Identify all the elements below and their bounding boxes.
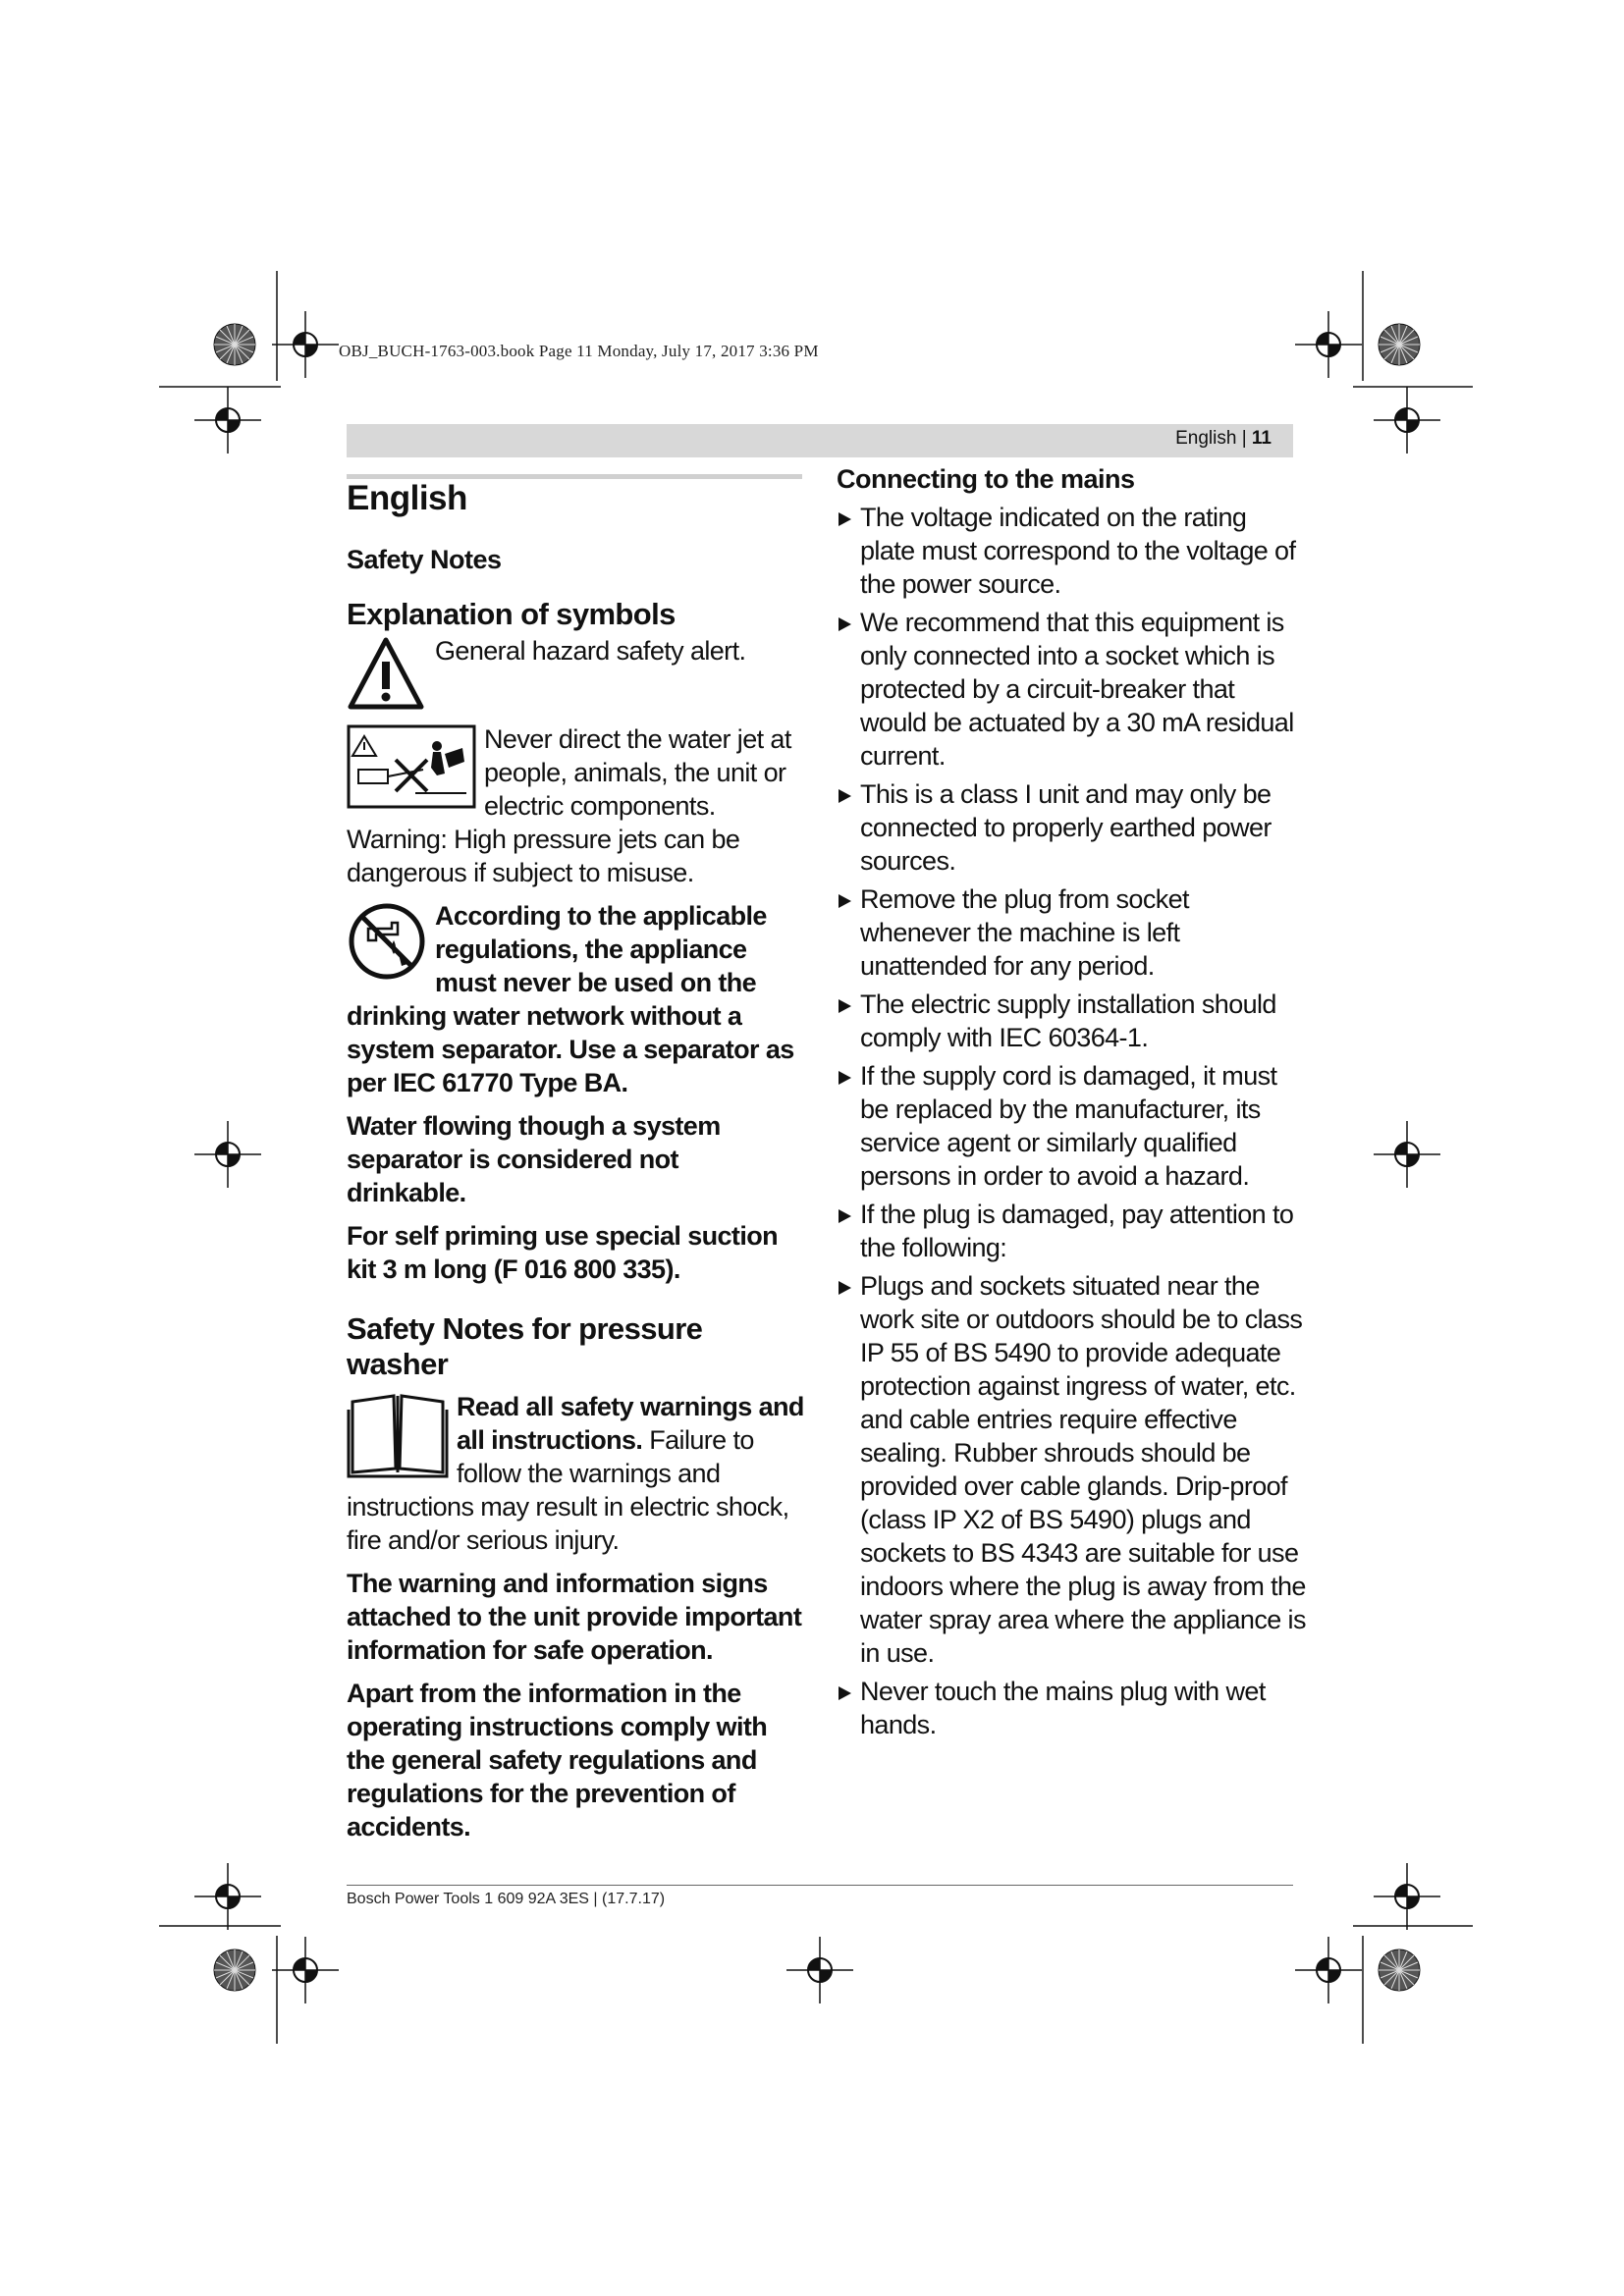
symbol-read-manual bbox=[347, 1390, 804, 1557]
list-item: The voltage indicated on the rating plate must correspond to the voltage of the power source. bbox=[837, 501, 1306, 601]
mains-list bbox=[837, 501, 1306, 1741]
explanation-heading: Explanation of symbols bbox=[347, 597, 676, 631]
symbol2-text: Never direct the water jet at people, animals, the unit or electric components. bbox=[484, 724, 791, 821]
list-item: Never touch the mains plug with wet hands. bbox=[837, 1675, 1306, 1741]
bullet-triangle-icon bbox=[839, 789, 851, 803]
warning-text: Warning: High pressure jets can be dangerous if subject to misuse. bbox=[347, 825, 740, 887]
bullet-triangle-icon bbox=[839, 1281, 851, 1295]
signs-text: The warning and information signs attached to the unit provide important information for safe operation. bbox=[347, 1569, 802, 1665]
symbol3-text: According to the applicable regulations, the appliance must never be used on the drinking water network without a system separator. Use a separator as per IEC 61770 Type BA. bbox=[347, 901, 794, 1097]
list-item: We recommend that this equipment is only connected into a socket which is protected by a circuit-breaker that would be actuated by a 30 mA residual current. bbox=[837, 606, 1306, 773]
list-item: If the plug is damaged, pay attention to the following: bbox=[837, 1198, 1306, 1264]
mains-heading: Connecting to the mains bbox=[837, 464, 1135, 494]
footer-text: Bosch Power Tools 1 609 92A 3ES | (17.7.17) bbox=[347, 1891, 666, 1907]
language-title: English bbox=[347, 479, 467, 517]
page-number: 11 bbox=[1251, 428, 1272, 449]
symbol-general-hazard bbox=[347, 636, 804, 713]
list-item: This is a class I unit and may only be connected to properly earthed power sources. bbox=[837, 777, 1306, 878]
book-info: OBJ_BUCH-1763-003.book Page 11 Monday, July 17, 2017 3:36 PM bbox=[339, 342, 819, 360]
pressure-washer-heading: Safety Notes for pressure washer bbox=[347, 1311, 703, 1381]
footer-rule bbox=[347, 1885, 1293, 1886]
bullet-triangle-icon bbox=[839, 1071, 851, 1085]
warning-triangle-icon bbox=[347, 636, 425, 713]
list-item: Remove the plug from socket whenever the machine is left unattended for any period. bbox=[837, 882, 1306, 983]
bullet-triangle-icon bbox=[839, 999, 851, 1013]
safety-notes-heading: Safety Notes bbox=[347, 545, 502, 574]
apart-text: Apart from the information in the operating instructions comply with the general safety regulations and regulations for the prevention of accidents. bbox=[347, 1679, 768, 1842]
list-item: If the supply cord is damaged, it must be replaced by the manufacturer, its service agent or similarly qualified persons in order to avoid a hazard. bbox=[837, 1059, 1306, 1193]
manual-book-icon bbox=[347, 1392, 449, 1478]
symbol-water-jet bbox=[347, 722, 804, 823]
bullet-triangle-icon bbox=[839, 894, 851, 908]
water-jet-warning-icon bbox=[347, 724, 476, 809]
bullet-triangle-icon bbox=[839, 512, 851, 526]
no-drinking-water-icon bbox=[347, 901, 427, 982]
list-item: Plugs and sockets situated near the work site or outdoors should be to class IP 55 of BS 5490 to provide adequate protection against ingress of water, etc. and cable entries require effective sealing. Rubber shrouds should be provided over cable glands. Drip-proof (class IP X2 of BS 5490) plugs and sockets to BS 4343 are suitable for use indoors where the plug is away from the water spray area where the appliance is in use. bbox=[837, 1269, 1306, 1670]
bullet-triangle-icon bbox=[839, 617, 851, 631]
read-bold-text: Read all safety warnings and all instructions. bbox=[457, 1392, 804, 1455]
list-item: The electric supply installation should comply with IEC 60364-1. bbox=[837, 988, 1306, 1054]
left-column bbox=[347, 459, 804, 1843]
page-label bbox=[1175, 428, 1272, 450]
self-priming-text: For self priming use special suction kit 3 m long (F 016 800 335). bbox=[347, 1221, 779, 1284]
header-band bbox=[347, 424, 1293, 457]
read-normal-text: Failure to follow the warnings and instructions may result in electric shock, fire and/or serious injury. bbox=[347, 1425, 789, 1555]
bullet-triangle-icon bbox=[839, 1686, 851, 1700]
header-separator: | bbox=[1241, 428, 1247, 449]
symbol-drinking-water bbox=[347, 899, 804, 1099]
right-column bbox=[837, 463, 1306, 1746]
symbol1-text: General hazard safety alert. bbox=[435, 636, 746, 666]
header-language: English bbox=[1175, 428, 1237, 449]
water-separator-text: Water flowing though a system separator is considered not drinkable. bbox=[347, 1111, 721, 1207]
bullet-triangle-icon bbox=[839, 1209, 851, 1223]
